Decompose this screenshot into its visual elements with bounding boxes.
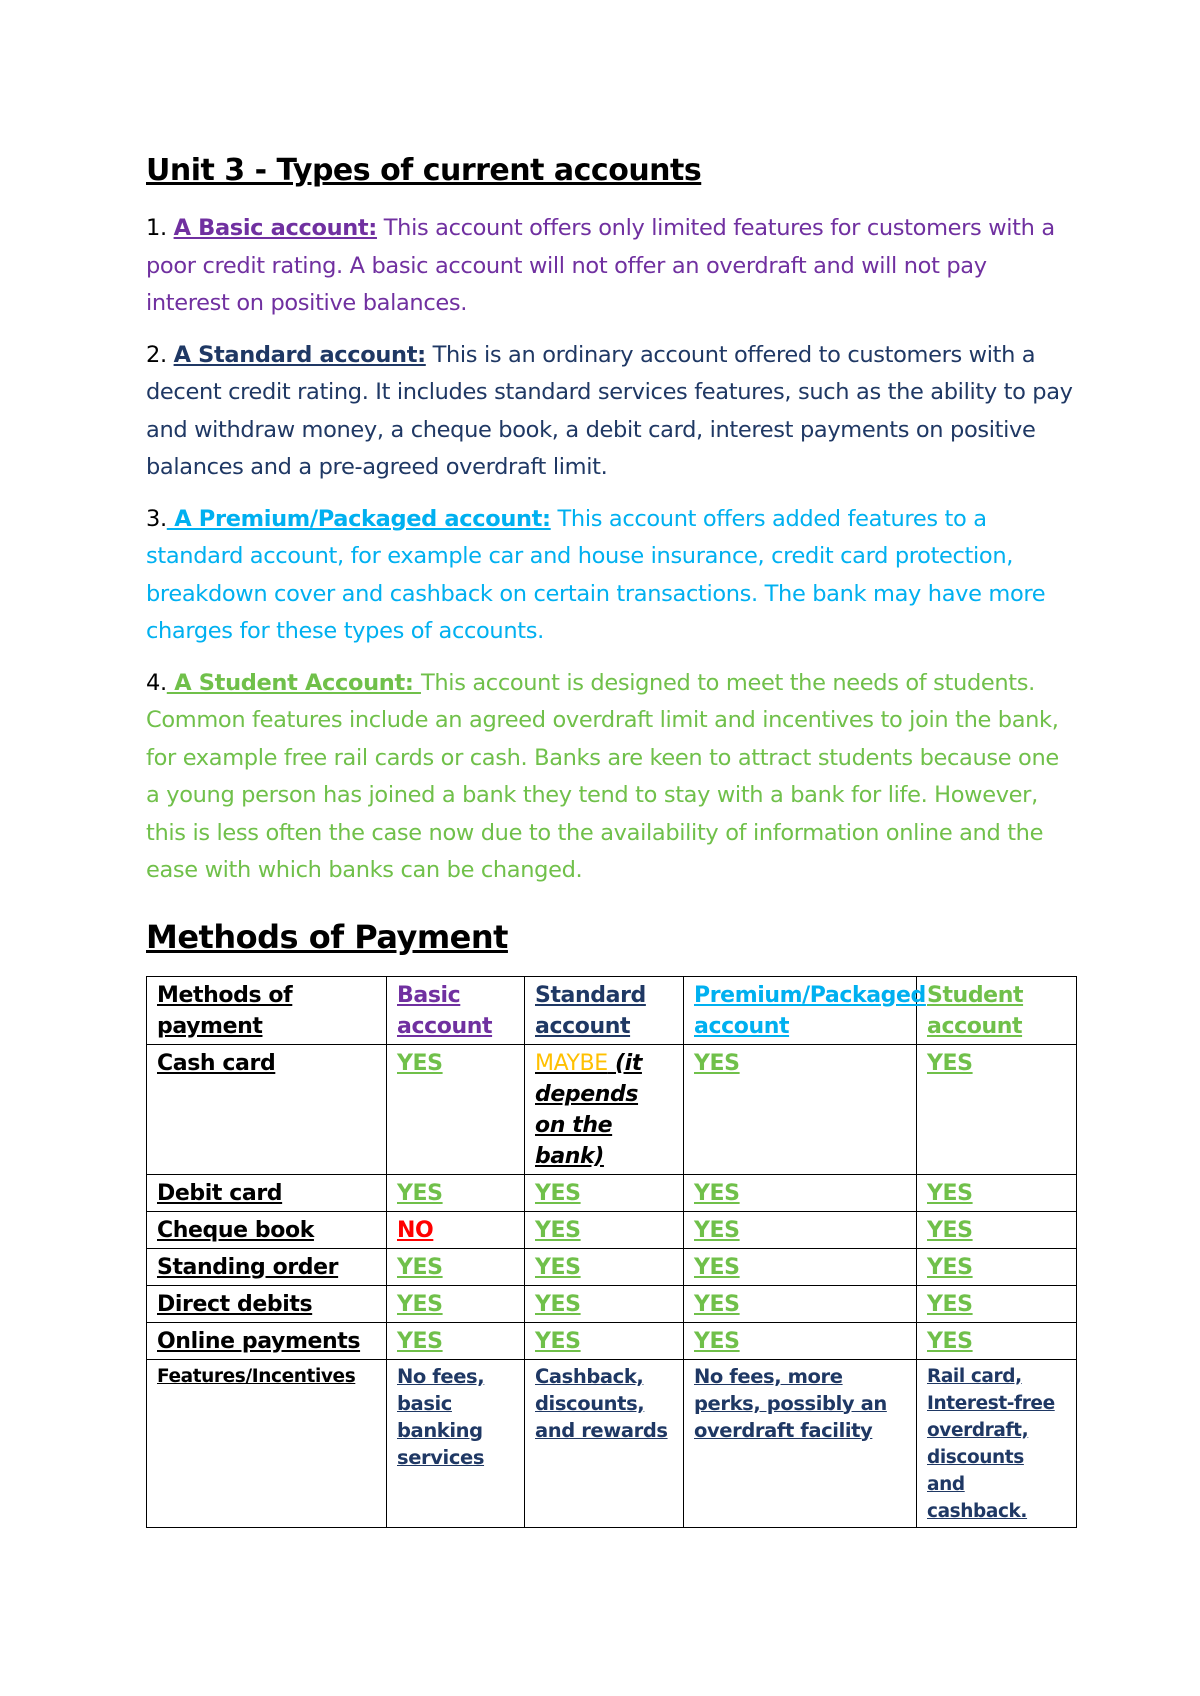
item-number: 4. — [146, 669, 167, 696]
table-row — [147, 1211, 1077, 1248]
cell-features-student: Rail card, Interest-free overdraft, discounts and cashback. — [917, 1359, 1077, 1527]
cell-direct-debits-basic: YES — [387, 1285, 525, 1322]
cell-online-payments-basic: YES — [387, 1322, 525, 1359]
table-row — [147, 1285, 1077, 1322]
cell-online-payments-premium: YES — [684, 1322, 917, 1359]
basic-account-term: A Basic account: — [173, 215, 377, 241]
item-number: 2. — [146, 341, 167, 368]
cell-cheque-book-student: YES — [917, 1211, 1077, 1248]
cell-features-basic: No fees, basic banking services — [387, 1359, 525, 1527]
header-standard-account: Standard account — [525, 976, 684, 1044]
cell-cheque-book-standard: YES — [525, 1211, 684, 1248]
cell-debit-card-premium: YES — [684, 1174, 917, 1211]
row-label-features-incentives: Features/Incentives — [147, 1359, 387, 1527]
premium-account-paragraph — [146, 501, 1076, 651]
cell-online-payments-student: YES — [917, 1322, 1077, 1359]
cell-debit-card-basic: YES — [387, 1174, 525, 1211]
table-row — [147, 1322, 1077, 1359]
cell-standing-order-standard: YES — [525, 1248, 684, 1285]
standard-account-description: This is an ordinary account offered to customers with a decent credit rating. It includes standard services features, such as the ability to pay and withdraw money, a cheque book, a debit card, interest payments on positive balances and a pre-agreed overdraft limit. — [146, 341, 1073, 480]
row-label-standing-order: Standing order — [147, 1248, 387, 1285]
item-number: 1. — [146, 215, 167, 241]
basic-account-description: This account offers only limited features for customers with a poor credit rating. A basic account will not offer an overdraft and will not pay interest on positive balances. — [146, 215, 1055, 316]
cell-standing-order-student: YES — [917, 1248, 1077, 1285]
cell-cheque-book-basic: NO — [387, 1211, 525, 1248]
table-row — [147, 1359, 1077, 1527]
cell-features-premium: No fees, more perks, possibly an overdraft facility — [684, 1359, 917, 1527]
cell-direct-debits-standard: YES — [525, 1285, 684, 1322]
item-number: 3. — [146, 505, 167, 532]
table-header-row — [147, 976, 1077, 1044]
methods-of-payment-heading: Methods of Payment — [146, 917, 508, 956]
cell-direct-debits-premium: YES — [684, 1285, 917, 1322]
row-label-direct-debits: Direct debits — [147, 1285, 387, 1322]
table-row — [147, 1248, 1077, 1285]
header-basic-account: Basic account — [387, 976, 525, 1044]
cell-standing-order-premium: YES — [684, 1248, 917, 1285]
payment-methods-table — [146, 976, 1077, 1528]
cell-debit-card-student: YES — [917, 1174, 1077, 1211]
row-label-debit-card: Debit card — [147, 1174, 387, 1211]
row-label-cash-card: Cash card — [147, 1044, 387, 1174]
cell-cash-card-basic: YES — [387, 1044, 525, 1174]
basic-account-paragraph — [146, 210, 1076, 323]
cell-debit-card-standard: YES — [525, 1174, 684, 1211]
student-account-term: A Student Account: — [166, 669, 421, 696]
cell-cash-card-standard — [525, 1044, 684, 1174]
premium-account-description: This account offers added features to a standard account, for example car and house insurance, credit card protection, breakdown cover and cashback on certain transactions. The bank may have more charges for these types of accounts. — [146, 505, 1046, 644]
premium-account-term: A Premium/Packaged account: — [166, 505, 551, 532]
table-row — [147, 1044, 1077, 1174]
standard-account-term: A Standard account: — [173, 341, 426, 368]
header-methods-of-payment: Methods of payment — [147, 976, 387, 1044]
document-content — [146, 146, 1076, 1528]
cell-cheque-book-premium: YES — [684, 1211, 917, 1248]
student-account-paragraph — [146, 665, 1076, 890]
row-label-cheque-book: Cheque book — [147, 1211, 387, 1248]
header-student-account: Student account — [917, 976, 1077, 1044]
maybe-note: (it depends on the bank) — [535, 1050, 642, 1169]
student-account-description: This account is designed to meet the needs of students. Common features include an agreed overdraft limit and incentives to join the bank, for example free rail cards or cash. Banks are keen to attract students because one a young person has joined a bank they tend to stay with a bank for life. However, this is less often the case now due to the availability of information online and the ease with which banks can be changed. — [146, 669, 1059, 883]
standard-account-paragraph — [146, 337, 1076, 487]
cell-features-standard: Cashback, discounts, and rewards — [525, 1359, 684, 1527]
cell-direct-debits-student: YES — [917, 1285, 1077, 1322]
cell-standing-order-basic: YES — [387, 1248, 525, 1285]
cell-cash-card-premium: YES — [684, 1044, 917, 1174]
cell-online-payments-standard: YES — [525, 1322, 684, 1359]
unit-title: Unit 3 - Types of current accounts — [146, 153, 702, 188]
maybe-value: MAYBE — [535, 1050, 608, 1076]
table-row — [147, 1174, 1077, 1211]
cell-cash-card-student: YES — [917, 1044, 1077, 1174]
row-label-online-payments: Online payments — [147, 1322, 387, 1359]
header-premium-account: Premium/Packaged account — [684, 976, 917, 1044]
